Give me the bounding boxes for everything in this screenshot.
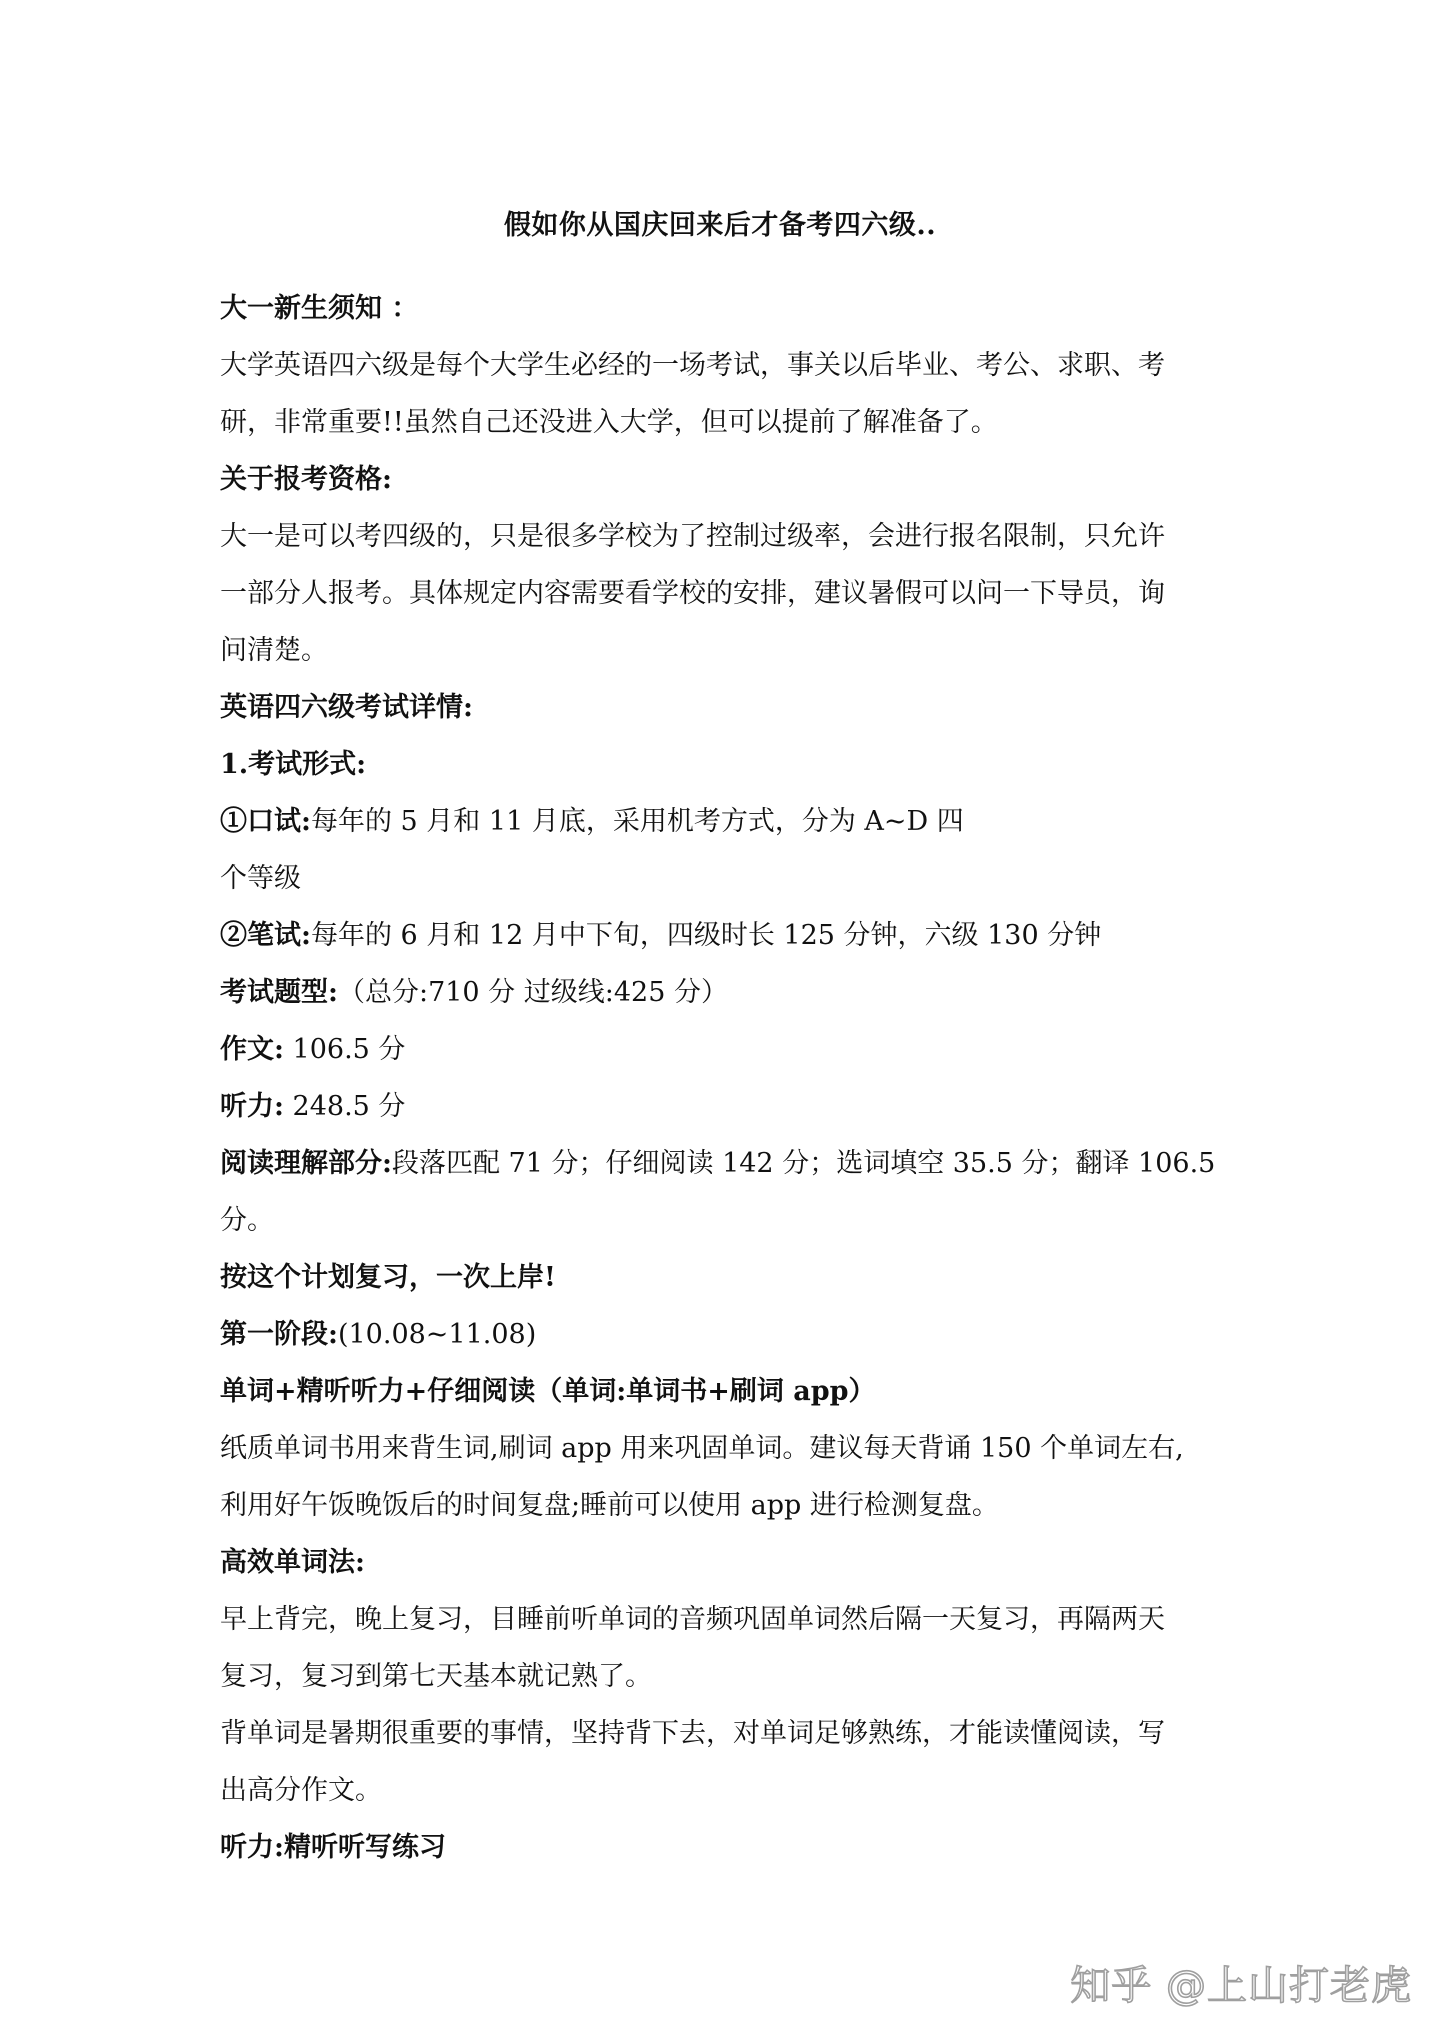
zhihu-watermark: 知乎 @上山打老虎	[1070, 1963, 1412, 2009]
paragraph-line: 大学英语四六级是每个大学生必经的一场考试，事关以后毕业、考公、求职、考	[220, 350, 1165, 381]
paragraph-line: 问清楚。	[220, 635, 328, 666]
paragraph-line: 背单词是暑期很重要的事情，坚持背下去，对单词足够熟练，才能读懂阅读，写	[220, 1718, 1165, 1749]
bold-label: ②笔试:	[220, 920, 311, 951]
paragraph-line: 单词+精听听力+仔细阅读（单词:单词书+刷词 app）	[220, 1376, 876, 1407]
paragraph-line: 出高分作文。	[220, 1775, 382, 1806]
paragraph-line: 一部分人报考。具体规定内容需要看学校的安排，建议暑假可以问一下导员，询	[220, 578, 1165, 609]
bold-label: 考试题型:	[220, 977, 338, 1008]
paragraph-line	[220, 793, 1230, 850]
paragraph-line: 高效单词法:	[220, 1547, 365, 1578]
line-text: 段落匹配 71 分；仔细阅读 142 分；选词填空 35.5 分；翻译 106.5	[391, 1148, 1216, 1179]
paragraph-line: 研，非常重要!!虽然自己还没进入大学，但可以提前了解准备了。	[220, 407, 998, 438]
paragraph-line: 1.考试形式:	[220, 749, 367, 780]
paragraph-line	[220, 964, 1230, 1021]
bold-label: 阅读理解部分:	[220, 1148, 392, 1179]
paragraph-line	[220, 1078, 1230, 1135]
paragraph-line: 纸质单词书用来背生词,刷词 app 用来巩固单词。建议每天背诵 150 个单词左右,	[220, 1433, 1184, 1464]
document-title: 假如你从国庆回来后才备考四六级..	[503, 210, 937, 241]
line-text: (10.08~11.08)	[337, 1319, 537, 1350]
paragraph-line: 大一是可以考四级的，只是很多学校为了控制过级率，会进行报名限制，只允许	[220, 521, 1165, 552]
bold-label: 作文:	[220, 1034, 284, 1065]
bold-label: ①口试:	[220, 806, 311, 837]
line-text: 106.5 分	[283, 1034, 406, 1065]
line-text: （总分:710 分 过级线:425 分）	[337, 977, 728, 1008]
paragraph-line: 听力:精听听写练习	[220, 1832, 446, 1863]
paragraph-line	[220, 907, 1230, 964]
paragraph-line: 利用好午饭晚饭后的时间复盘;睡前可以使用 app 进行检测复盘。	[220, 1490, 999, 1521]
paragraph-line	[220, 1135, 1230, 1192]
paragraph-line: 关于报考资格:	[220, 464, 392, 495]
paragraph-line: 早上背完，晚上复习，目睡前听单词的音频巩固单词然后隔一天复习，再隔两天	[220, 1604, 1165, 1635]
line-text: 248.5 分	[283, 1091, 406, 1122]
paragraph-line	[220, 1306, 1230, 1363]
bold-label: 第一阶段:	[220, 1319, 338, 1350]
paragraph-line: 英语四六级考试详情:	[220, 692, 473, 723]
line-text: 每年的 6 月和 12 月中下旬，四级时长 125 分钟，六级 130 分钟	[310, 920, 1102, 951]
line-text: 每年的 5 月和 11 月底，采用机考方式，分为 A~D 四	[310, 806, 964, 837]
paragraph-line: 按这个计划复习，一次上岸!	[220, 1262, 556, 1293]
paragraph-line: 个等级	[220, 863, 301, 894]
document-body	[220, 280, 1230, 1876]
paragraph-line: 复习，复习到第七天基本就记熟了。	[220, 1661, 652, 1692]
paragraph-line	[220, 1021, 1230, 1078]
paragraph-line: 大一新生须知 ：	[220, 293, 419, 324]
paragraph-line: 分。	[220, 1205, 274, 1236]
bold-label: 听力:	[220, 1091, 284, 1122]
